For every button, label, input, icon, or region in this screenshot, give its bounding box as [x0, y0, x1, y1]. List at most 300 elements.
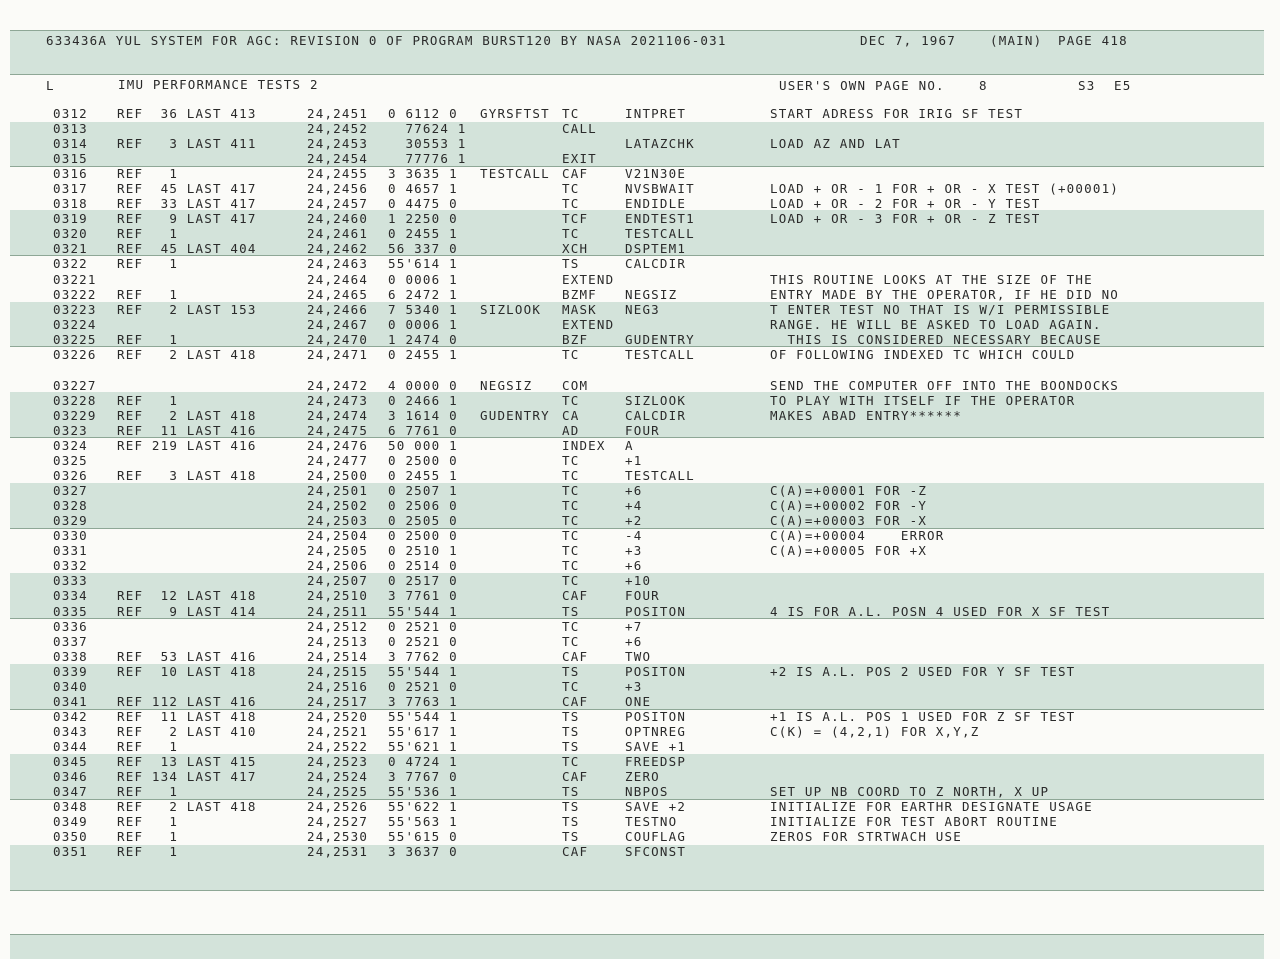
- address: 24,2477: [307, 453, 369, 469]
- opcode: TC: [562, 618, 580, 634]
- line-number: 0318: [53, 196, 88, 212]
- line-number: 03226: [53, 346, 97, 362]
- octal-word: 55'621 1: [388, 738, 458, 754]
- ref-info: REF 1: [117, 844, 179, 860]
- address: 24,2514: [307, 648, 369, 664]
- line-number: 0336: [53, 618, 88, 634]
- opcode: CAF: [562, 166, 589, 182]
- operand: +6: [625, 483, 643, 499]
- line-number: 0316: [53, 166, 88, 182]
- opcode: TC: [562, 106, 580, 121]
- address: 24,2512: [307, 618, 369, 634]
- ref-info: REF 2 LAST 410: [117, 723, 257, 739]
- operand: TWO: [625, 648, 652, 664]
- octal-word: 55'536 1: [388, 784, 458, 800]
- opcode: TC: [562, 453, 580, 469]
- opcode: TS: [562, 256, 580, 272]
- opcode: TC: [562, 543, 580, 559]
- address: 24,2521: [307, 723, 369, 739]
- address: 24,2516: [307, 678, 369, 694]
- listing-rows: [0, 106, 1280, 859]
- opcode: TC: [562, 226, 580, 242]
- octal-word: 0 2521 0: [388, 633, 458, 649]
- ref-info: REF 2 LAST 418: [117, 799, 257, 815]
- line-number: 0319: [53, 211, 88, 227]
- opcode: CAF: [562, 769, 589, 785]
- line-number: 0314: [53, 136, 88, 152]
- listing-line: [0, 634, 1280, 649]
- address: 24,2455: [307, 166, 369, 182]
- listing-line: [0, 679, 1280, 694]
- line-number: 0331: [53, 543, 88, 559]
- line-number: 0342: [53, 708, 88, 724]
- ref-info: REF 36 LAST 413: [117, 106, 257, 121]
- operand: DSPTEM1: [625, 241, 687, 257]
- opcode: BZF: [562, 331, 589, 347]
- address: 24,2473: [307, 392, 369, 408]
- operand: V21N30E: [625, 166, 687, 182]
- operand: +6: [625, 633, 643, 649]
- opcode: TS: [562, 603, 580, 619]
- octal-word: 0 2500 0: [388, 528, 458, 544]
- operand: SAVE +1: [625, 738, 687, 754]
- opcode: COM: [562, 377, 589, 393]
- subheader-title: IMU PERFORMANCE TESTS 2: [118, 77, 319, 92]
- listing-line: [0, 438, 1280, 453]
- footer-band: [10, 934, 1264, 959]
- listing-line: [0, 166, 1280, 181]
- line-number: 0330: [53, 528, 88, 544]
- listing-line: [0, 754, 1280, 769]
- address: 24,2461: [307, 226, 369, 242]
- line-number: 03225: [53, 331, 97, 347]
- octal-word: 3 7763 1: [388, 693, 458, 709]
- ref-info: REF 134 LAST 417: [117, 769, 257, 785]
- address: 24,2515: [307, 663, 369, 679]
- operand: +7: [625, 618, 643, 634]
- address: 24,2457: [307, 196, 369, 212]
- address: 24,2464: [307, 271, 369, 287]
- address: 24,2525: [307, 784, 369, 800]
- listing-line: [0, 106, 1280, 121]
- comment: MAKES ABAD ENTRY******: [770, 407, 962, 423]
- band-rule: [10, 30, 1264, 31]
- comment: INITIALIZE FOR EARTHR DESIGNATE USAGE: [770, 799, 1093, 815]
- operand: NBPOS: [625, 784, 669, 800]
- operand: COUFLAG: [625, 829, 687, 845]
- comment: C(A)=+00004 ERROR: [770, 528, 945, 544]
- opcode: TC: [562, 392, 580, 408]
- operand: NVSBWAIT: [625, 181, 695, 197]
- octal-word: 0 2455 1: [388, 346, 458, 362]
- address: 24,2523: [307, 753, 369, 769]
- opcode: BZMF: [562, 286, 597, 302]
- opcode: CALL: [562, 121, 597, 137]
- opcode: CAF: [562, 588, 589, 604]
- listing-line: [0, 513, 1280, 528]
- octal-word: 0 2510 1: [388, 543, 458, 559]
- opcode: TC: [562, 528, 580, 544]
- ref-info: REF 219 LAST 416: [117, 437, 257, 453]
- operand: ZERO: [625, 769, 660, 785]
- listing-line: [0, 694, 1280, 709]
- ref-info: REF 1: [117, 784, 179, 800]
- comment: C(A)=+00001 FOR -Z: [770, 483, 928, 499]
- users-own-page-label: USER'S OWN PAGE NO.: [779, 78, 945, 93]
- comment: INITIALIZE FOR TEST ABORT ROUTINE: [770, 814, 1058, 830]
- operand: +3: [625, 543, 643, 559]
- opcode: MASK: [562, 301, 597, 317]
- opcode: CAF: [562, 648, 589, 664]
- operand: POSITON: [625, 603, 687, 619]
- ref-info: REF 3 LAST 418: [117, 468, 257, 484]
- listing-line: [0, 393, 1280, 408]
- listing-line: [0, 739, 1280, 754]
- operand: OPTNREG: [625, 723, 687, 739]
- listing-line: [0, 709, 1280, 724]
- listing-line: [0, 784, 1280, 799]
- label: GYRSFTST: [480, 106, 550, 121]
- ref-info: REF 13 LAST 415: [117, 753, 257, 769]
- comment: +2 IS A.L. POS 2 USED FOR Y SF TEST: [770, 663, 1076, 679]
- line-number: 0340: [53, 678, 88, 694]
- opcode: TC: [562, 678, 580, 694]
- octal-word: 0 2466 1: [388, 392, 458, 408]
- line-number: 0351: [53, 844, 88, 860]
- listing-line: [0, 799, 1280, 814]
- opcode: TS: [562, 723, 580, 739]
- listing-line: [0, 664, 1280, 679]
- octal-word: 0 2517 0: [388, 573, 458, 589]
- address: 24,2460: [307, 211, 369, 227]
- opcode: XCH: [562, 241, 589, 257]
- listing-line: [0, 408, 1280, 423]
- octal-word: 6 7761 0: [388, 422, 458, 438]
- operand: A: [625, 437, 634, 453]
- listing-line: [0, 272, 1280, 287]
- octal-word: 55'544 1: [388, 708, 458, 724]
- address: 24,2526: [307, 799, 369, 815]
- comment: LOAD + OR - 2 FOR + OR - Y TEST: [770, 196, 1041, 212]
- opcode: TC: [562, 633, 580, 649]
- opcode: TS: [562, 708, 580, 724]
- octal-word: 0 4724 1: [388, 753, 458, 769]
- ref-info: REF 45 LAST 404: [117, 241, 257, 257]
- octal-word: 3 3637 0: [388, 844, 458, 860]
- header-program-line: 633436A YUL SYSTEM FOR AGC: REVISION 0 OF PROGRAM BURST120 BY NASA 2021106-031: [46, 33, 727, 48]
- comment: LOAD + OR - 1 FOR + OR - X TEST (+00001): [770, 181, 1120, 197]
- ref-info: REF 11 LAST 416: [117, 422, 257, 438]
- comment: RANGE. HE WILL BE ASKED TO LOAD AGAIN.: [770, 316, 1102, 332]
- line-number: 0313: [53, 121, 88, 137]
- address: 24,2503: [307, 513, 369, 529]
- line-number: 0320: [53, 226, 88, 242]
- ref-info: REF 1: [117, 331, 179, 347]
- opcode: TC: [562, 483, 580, 499]
- comment: C(A)=+00002 FOR -Y: [770, 498, 928, 514]
- operand: CALCDIR: [625, 256, 687, 272]
- listing-line: [0, 528, 1280, 543]
- octal-word: 0 0006 1: [388, 316, 458, 332]
- octal-word: 50 000 1: [388, 437, 458, 453]
- comment: THIS ROUTINE LOOKS AT THE SIZE OF THE: [770, 271, 1093, 287]
- line-number: 0349: [53, 814, 88, 830]
- ref-info: REF 1: [117, 256, 179, 272]
- comment: ENTRY MADE BY THE OPERATOR, IF HE DID NO: [770, 286, 1120, 302]
- comment: +1 IS A.L. POS 1 USED FOR Z SF TEST: [770, 708, 1076, 724]
- octal-word: 56 337 0: [388, 241, 458, 257]
- opcode: CAF: [562, 693, 589, 709]
- comment: C(A)=+00003 FOR -X: [770, 513, 928, 529]
- address: 24,2476: [307, 437, 369, 453]
- line-number: 0337: [53, 633, 88, 649]
- address: 24,2454: [307, 151, 369, 167]
- line-number: 0344: [53, 738, 88, 754]
- listing-line: [0, 226, 1280, 241]
- opcode: TCF: [562, 211, 589, 227]
- comment: SET UP NB COORD TO Z NORTH, X UP: [770, 784, 1050, 800]
- listing-line: [0, 256, 1280, 271]
- ref-info: REF 2 LAST 418: [117, 346, 257, 362]
- address: 24,2501: [307, 483, 369, 499]
- line-number: 0334: [53, 588, 88, 604]
- listing-line: [0, 332, 1280, 347]
- ref-info: REF 3 LAST 411: [117, 136, 257, 152]
- operand: TESTCALL: [625, 226, 695, 242]
- octal-word: 0 2521 0: [388, 618, 458, 634]
- line-number: 0339: [53, 663, 88, 679]
- line-number: 0346: [53, 769, 88, 785]
- address: 24,2522: [307, 738, 369, 754]
- comment: LOAD + OR - 3 FOR + OR - Z TEST: [770, 211, 1041, 227]
- octal-word: 0 2500 0: [388, 453, 458, 469]
- address: 24,2463: [307, 256, 369, 272]
- address: 24,2475: [307, 422, 369, 438]
- subheader-e5: E5: [1114, 78, 1132, 93]
- octal-word: 0 2455 1: [388, 468, 458, 484]
- octal-word: 6 2472 1: [388, 286, 458, 302]
- band-rule: [10, 890, 1264, 891]
- octal-word: 0 4475 0: [388, 196, 458, 212]
- ref-info: REF 1: [117, 392, 179, 408]
- listing-line: [0, 211, 1280, 226]
- octal-word: 3 7761 0: [388, 588, 458, 604]
- line-number: 03224: [53, 316, 97, 332]
- line-number: 0347: [53, 784, 88, 800]
- address: 24,2462: [307, 241, 369, 257]
- octal-word: 0 2521 0: [388, 678, 458, 694]
- operand: TESTNO: [625, 814, 678, 830]
- address: 24,2451: [307, 106, 369, 121]
- opcode: TC: [562, 196, 580, 212]
- opcode: TC: [562, 468, 580, 484]
- octal-word: 55'617 1: [388, 723, 458, 739]
- ref-info: REF 1: [117, 814, 179, 830]
- octal-word: 55'563 1: [388, 814, 458, 830]
- octal-word: 0 6112 0: [388, 106, 458, 121]
- listing-line: [0, 769, 1280, 784]
- opcode: TS: [562, 784, 580, 800]
- comment: T ENTER TEST NO THAT IS W/I PERMISSIBLE: [770, 301, 1111, 317]
- opcode: CA: [562, 407, 580, 423]
- opcode: EXTEND: [562, 271, 615, 287]
- line-number: 0326: [53, 468, 88, 484]
- listing-line: [0, 423, 1280, 438]
- ref-info: REF 112 LAST 416: [117, 693, 257, 709]
- ref-info: REF 9 LAST 414: [117, 603, 257, 619]
- operand: ENDTEST1: [625, 211, 695, 227]
- line-number: 0328: [53, 498, 88, 514]
- operand: SIZLOOK: [625, 392, 687, 408]
- address: 24,2456: [307, 181, 369, 197]
- line-number: 0323: [53, 422, 88, 438]
- operand: +3: [625, 678, 643, 694]
- address: 24,2504: [307, 528, 369, 544]
- octal-word: 55'615 0: [388, 829, 458, 845]
- address: 24,2505: [307, 543, 369, 559]
- listing-line: [0, 378, 1280, 393]
- address: 24,2466: [307, 301, 369, 317]
- listing-line: [0, 558, 1280, 573]
- listing-line: [0, 844, 1280, 859]
- octal-word: 55'622 1: [388, 799, 458, 815]
- octal-word: 55'544 1: [388, 663, 458, 679]
- operand: +1: [625, 453, 643, 469]
- listing-line: [0, 241, 1280, 256]
- address: 24,2453: [307, 136, 369, 152]
- operand: +4: [625, 498, 643, 514]
- octal-word: 0 2455 1: [388, 226, 458, 242]
- opcode: TC: [562, 513, 580, 529]
- operand: INTPRET: [625, 106, 687, 121]
- label: NEGSIZ: [480, 377, 533, 393]
- ref-info: REF 1: [117, 286, 179, 302]
- opcode: AD: [562, 422, 580, 438]
- line-number: 0324: [53, 437, 88, 453]
- address: 24,2513: [307, 633, 369, 649]
- address: 24,2465: [307, 286, 369, 302]
- listing-line: [0, 573, 1280, 588]
- address: 24,2520: [307, 708, 369, 724]
- operand: NEGSIZ: [625, 286, 678, 302]
- listing-line: [0, 829, 1280, 844]
- address: 24,2472: [307, 377, 369, 393]
- line-number: 0348: [53, 799, 88, 815]
- octal-word: 3 1614 0: [388, 407, 458, 423]
- line-number: 0329: [53, 513, 88, 529]
- octal-word: 55'614 1: [388, 256, 458, 272]
- listing-line: [0, 151, 1280, 166]
- band-rule: [10, 934, 1264, 935]
- opcode: EXTEND: [562, 316, 615, 332]
- ref-info: REF 10 LAST 418: [117, 663, 257, 679]
- address: 24,2502: [307, 498, 369, 514]
- comment: LOAD AZ AND LAT: [770, 136, 901, 152]
- line-number: 03222: [53, 286, 97, 302]
- opcode: TS: [562, 829, 580, 845]
- ref-info: REF 1: [117, 829, 179, 845]
- operand: ONE: [625, 693, 652, 709]
- address: 24,2511: [307, 603, 369, 619]
- octal-word: 77624 1: [388, 121, 467, 137]
- ref-info: REF 11 LAST 418: [117, 708, 257, 724]
- opcode: TC: [562, 558, 580, 574]
- ref-info: REF 45 LAST 417: [117, 181, 257, 197]
- opcode: TS: [562, 738, 580, 754]
- operand: POSITON: [625, 708, 687, 724]
- octal-word: 3 7762 0: [388, 648, 458, 664]
- address: 24,2467: [307, 316, 369, 332]
- octal-word: 4 0000 0: [388, 377, 458, 393]
- listing-line: [0, 604, 1280, 619]
- line-number: 03229: [53, 407, 97, 423]
- octal-word: 0 4657 1: [388, 181, 458, 197]
- listing-line: [0, 121, 1280, 136]
- comment: START ADRESS FOR IRIG SF TEST: [770, 106, 1024, 121]
- operand: ENDIDLE: [625, 196, 687, 212]
- line-number: 03228: [53, 392, 97, 408]
- line-number: 0333: [53, 573, 88, 589]
- ref-info: REF 33 LAST 417: [117, 196, 257, 212]
- octal-word: 30553 1: [388, 136, 467, 152]
- listing-line: [0, 724, 1280, 739]
- address: 24,2530: [307, 829, 369, 845]
- line-number: 0345: [53, 753, 88, 769]
- users-own-page-number: 8: [979, 78, 988, 93]
- line-number: 0327: [53, 483, 88, 499]
- band-rule: [10, 74, 1264, 75]
- operand: GUDENTRY: [625, 331, 695, 347]
- operand: CALCDIR: [625, 407, 687, 423]
- listing-line: [0, 287, 1280, 302]
- octal-word: 0 0006 1: [388, 271, 458, 287]
- ref-info: REF 1: [117, 738, 179, 754]
- ref-info: REF 2 LAST 153: [117, 301, 257, 317]
- header-date: DEC 7, 1967: [860, 33, 956, 48]
- line-number: 0322: [53, 256, 88, 272]
- listing-line: [0, 498, 1280, 513]
- opcode: TC: [562, 573, 580, 589]
- line-number: 0325: [53, 453, 88, 469]
- comment: THIS IS CONSIDERED NECESSARY BECAUSE: [770, 331, 1102, 347]
- line-number: 03223: [53, 301, 97, 317]
- operand: LATAZCHK: [625, 136, 695, 152]
- address: 24,2471: [307, 346, 369, 362]
- address: 24,2507: [307, 573, 369, 589]
- octal-word: 77776 1: [388, 151, 467, 167]
- octal-word: 0 2505 0: [388, 513, 458, 529]
- octal-word: 3 3635 1: [388, 166, 458, 182]
- listing-line: [0, 588, 1280, 603]
- operand: FREEDSP: [625, 753, 687, 769]
- opcode: TS: [562, 663, 580, 679]
- address: 24,2500: [307, 468, 369, 484]
- opcode: TC: [562, 498, 580, 514]
- operand: SFCONST: [625, 844, 687, 860]
- address: 24,2527: [307, 814, 369, 830]
- opcode: TS: [562, 814, 580, 830]
- listing-line: [0, 347, 1280, 362]
- label: GUDENTRY: [480, 407, 550, 423]
- octal-word: 3 7767 0: [388, 769, 458, 785]
- line-number: 0341: [53, 693, 88, 709]
- comment: 4 IS FOR A.L. POSN 4 USED FOR X SF TEST: [770, 603, 1111, 619]
- listing-line: [0, 543, 1280, 558]
- comment: SEND THE COMPUTER OFF INTO THE BOONDOCKS: [770, 377, 1120, 393]
- subheader-s3: S3: [1078, 78, 1096, 93]
- opcode: TC: [562, 753, 580, 769]
- listing-line: [0, 302, 1280, 317]
